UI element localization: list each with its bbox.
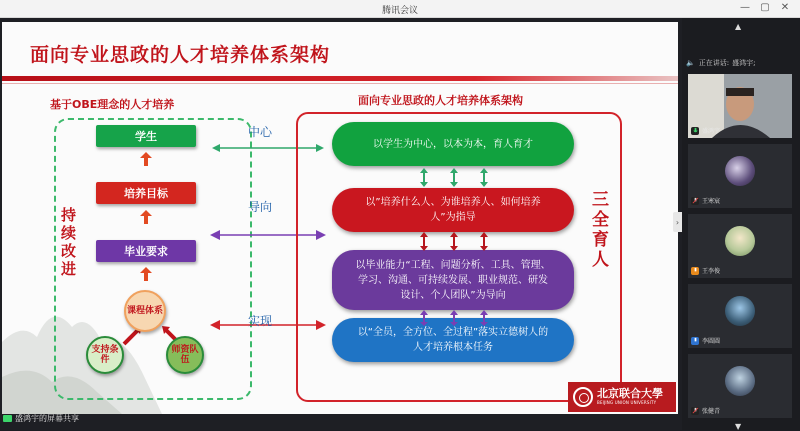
screen-share-icon [3,415,12,422]
minimize-icon[interactable]: — [740,2,750,13]
participant-name-tag [691,266,720,275]
participant-name: 王寒宸 [702,198,721,205]
close-icon[interactable]: ✕ [780,2,790,13]
continuous-improvement-label: 持续改进 [59,207,77,279]
participant-name-tag [691,126,720,135]
title-divider-thin [2,83,678,84]
participant-name-tag [691,406,720,415]
seal-icon [573,387,593,407]
logo-chinese-name: 北京联合大學 [597,387,663,400]
mic-icon [691,127,699,135]
green-arrows [420,168,488,187]
step-goal: 培养目标 [96,182,196,204]
mic-muted-icon [691,337,699,345]
scroll-down-icon[interactable]: ▼ [735,422,742,431]
up-arrow-icon [140,210,152,224]
slide-title: 面向专业思政的人才培养体系架构 [30,44,331,66]
circle-curriculum: 课程体系 [124,290,166,332]
avatar [725,296,755,326]
circle-support: 支持条件 [86,336,124,374]
mic-muted-icon [691,407,699,415]
participant-name: 张健青 [702,408,721,415]
participant-name: 李圆圆 [702,338,721,345]
avatar [725,366,755,396]
scroll-up-icon[interactable]: ▲ [735,22,742,31]
participant-tile[interactable] [688,284,792,348]
avatar [725,226,755,256]
collapse-sidebar-button[interactable]: › [673,212,682,232]
step-student: 学生 [96,125,196,147]
window-title: 腾讯会议 [381,6,418,16]
university-logo [568,382,676,412]
participant-name: 盛鸿宇 [702,128,721,135]
link-label-guide: 导向 [248,200,273,214]
link-label-implement: 实现 [248,314,273,328]
participant-sidebar [682,18,800,430]
window-titlebar [0,0,800,18]
participant-name: 王李俊 [702,268,721,275]
item-student-center: 以学生为中心，以本为本，育人育才 [332,122,574,166]
mic-muted-icon [691,267,699,275]
maximize-icon[interactable]: ▢ [760,2,770,13]
item-implementation: 以“全员，全方位、全过程”落实立德树人的人才培养根本任务 [332,318,574,362]
participant-tile[interactable] [688,74,792,138]
screen-share-text: 盛鸿宇的屏幕共享 [15,414,79,423]
speaking-label: 正在讲话: [698,59,730,67]
up-arrow-icon [140,267,152,281]
participant-tile[interactable] [688,144,792,208]
framework-heading: 面向专业思政的人才培养体系架构 [358,94,523,107]
item-ability: 以毕业能力“工程、问题分析、工具、管理、学习、沟通、可持续发展、职业规范、研发设计、个人团队”为导向 [332,250,574,310]
item-guidance: 以”培养什么人、为谁培养人、如何培养人”为指导 [332,188,574,232]
avatar [725,156,755,186]
circle-faculty: 师资队伍 [166,336,204,374]
participant-tile[interactable] [688,214,792,278]
link-label-center: 中心 [248,125,273,139]
screen-share-status [0,413,79,424]
participant-name-tag [691,336,720,345]
participant-tile[interactable] [688,354,792,418]
title-divider [2,76,678,81]
mic-muted-icon [691,197,699,205]
speaking-indicator [682,56,800,70]
step-requirement: 毕业要求 [96,240,196,262]
pill-arrows [412,166,502,326]
logo-english-name: BEIJING UNION UNIVERSITY [597,400,657,405]
speaker-icon: 🔈 [686,59,695,67]
three-all-education-label: 三全育人 [588,190,608,270]
obe-heading: 基于OBE理念的人才培养 [50,98,175,111]
speaking-name: 盛鸿宇; [732,59,756,67]
participant-name-tag [691,196,720,205]
presentation-slide [2,22,678,414]
up-arrow-icon [140,152,152,166]
